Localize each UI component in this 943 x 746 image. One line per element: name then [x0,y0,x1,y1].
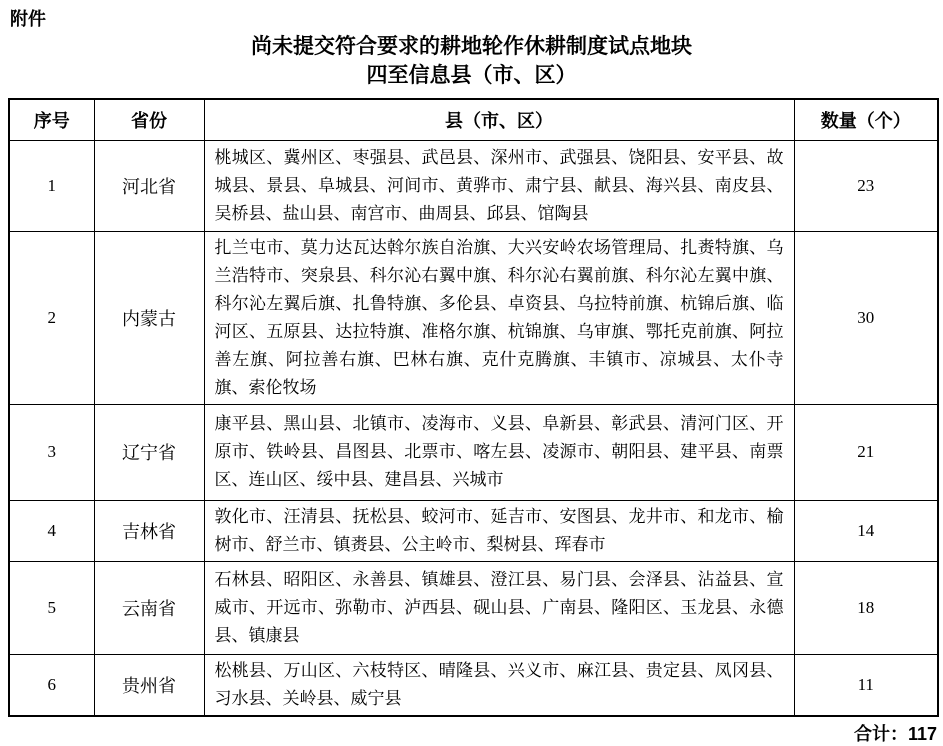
table-row [9,654,938,716]
count-cell: 18 [794,561,938,654]
table-row [9,140,938,231]
header-serial-number: 序号 [9,99,94,140]
table-row [9,500,938,561]
document-title-line1: 尚未提交符合要求的耕地轮作休耕制度试点地块 [251,35,692,58]
counties-cell: 扎兰屯市、莫力达瓦达斡尔族自治旗、大兴安岭农场管理局、扎赉特旗、乌兰浩特市、突泉县、科尔沁右翼中旗、科尔沁右翼前旗、科尔沁左翼中旗、科尔沁左翼后旗、扎鲁特旗、多伦县、卓资县、乌拉特前旗、杭锦后旗、临河区、五原县、达拉特旗、准格尔旗、杭锦旗、乌审旗、鄂托克前旗、阿拉善左旗、阿拉善右旗、巴林右旗、克什克腾旗、丰镇市、凉城县、太仆寺旗、索伦牧场 [204,231,794,404]
row-number-cell: 4 [9,500,94,561]
row-number-cell: 3 [9,404,94,500]
count-cell: 14 [794,500,938,561]
counties-cell: 桃城区、冀州区、枣强县、武邑县、深州市、武强县、饶阳县、安平县、故城县、景县、阜城县、河间市、黄骅市、肃宁县、献县、海兴县、南皮县、吴桥县、盐山县、南宫市、曲周县、邱县、馆陶县 [204,140,794,231]
table-header-row [9,99,938,140]
header-counties: 县（市、区） [204,99,794,140]
count-cell: 11 [794,654,938,716]
count-cell: 30 [794,231,938,404]
header-count: 数量（个） [794,99,938,140]
table-row [9,404,938,500]
province-cell: 吉林省 [94,500,204,561]
province-cell: 辽宁省 [94,404,204,500]
document-title [0,32,943,90]
row-number-cell: 5 [9,561,94,654]
header-province: 省份 [94,99,204,140]
counties-cell: 敦化市、汪清县、抚松县、蛟河市、延吉市、安图县、龙井市、和龙市、榆树市、舒兰市、镇赉县、公主岭市、梨树县、珲春市 [204,500,794,561]
count-cell: 23 [794,140,938,231]
row-number-cell: 2 [9,231,94,404]
counties-cell: 康平县、黑山县、北镇市、凌海市、义县、阜新县、彰武县、清河门区、开原市、铁岭县、昌图县、北票市、喀左县、凌源市、朝阳县、建平县、南票区、连山区、绥中县、建昌县、兴城市 [204,404,794,500]
count-cell: 21 [794,404,938,500]
province-cell: 云南省 [94,561,204,654]
counties-cell: 石林县、昭阳区、永善县、镇雄县、澄江县、易门县、会泽县、沾益县、宣威市、开远市、弥勒市、泸西县、砚山县、广南县、隆阳区、玉龙县、永德县、镇康县 [204,561,794,654]
table-row [9,231,938,404]
province-cell: 河北省 [94,140,204,231]
row-number-cell: 1 [9,140,94,231]
document-title-line2: 四至信息县（市、区） [366,64,577,87]
province-cell: 贵州省 [94,654,204,716]
total-label: 合计：117 [853,724,937,744]
pilot-plots-table [8,98,939,717]
attachment-label: 附件 [10,9,46,29]
row-number-cell: 6 [9,654,94,716]
province-cell: 内蒙古 [94,231,204,404]
counties-cell: 松桃县、万山区、六枝特区、晴隆县、兴义市、麻江县、贵定县、凤冈县、习水县、关岭县、威宁县 [204,654,794,716]
table-row [9,561,938,654]
